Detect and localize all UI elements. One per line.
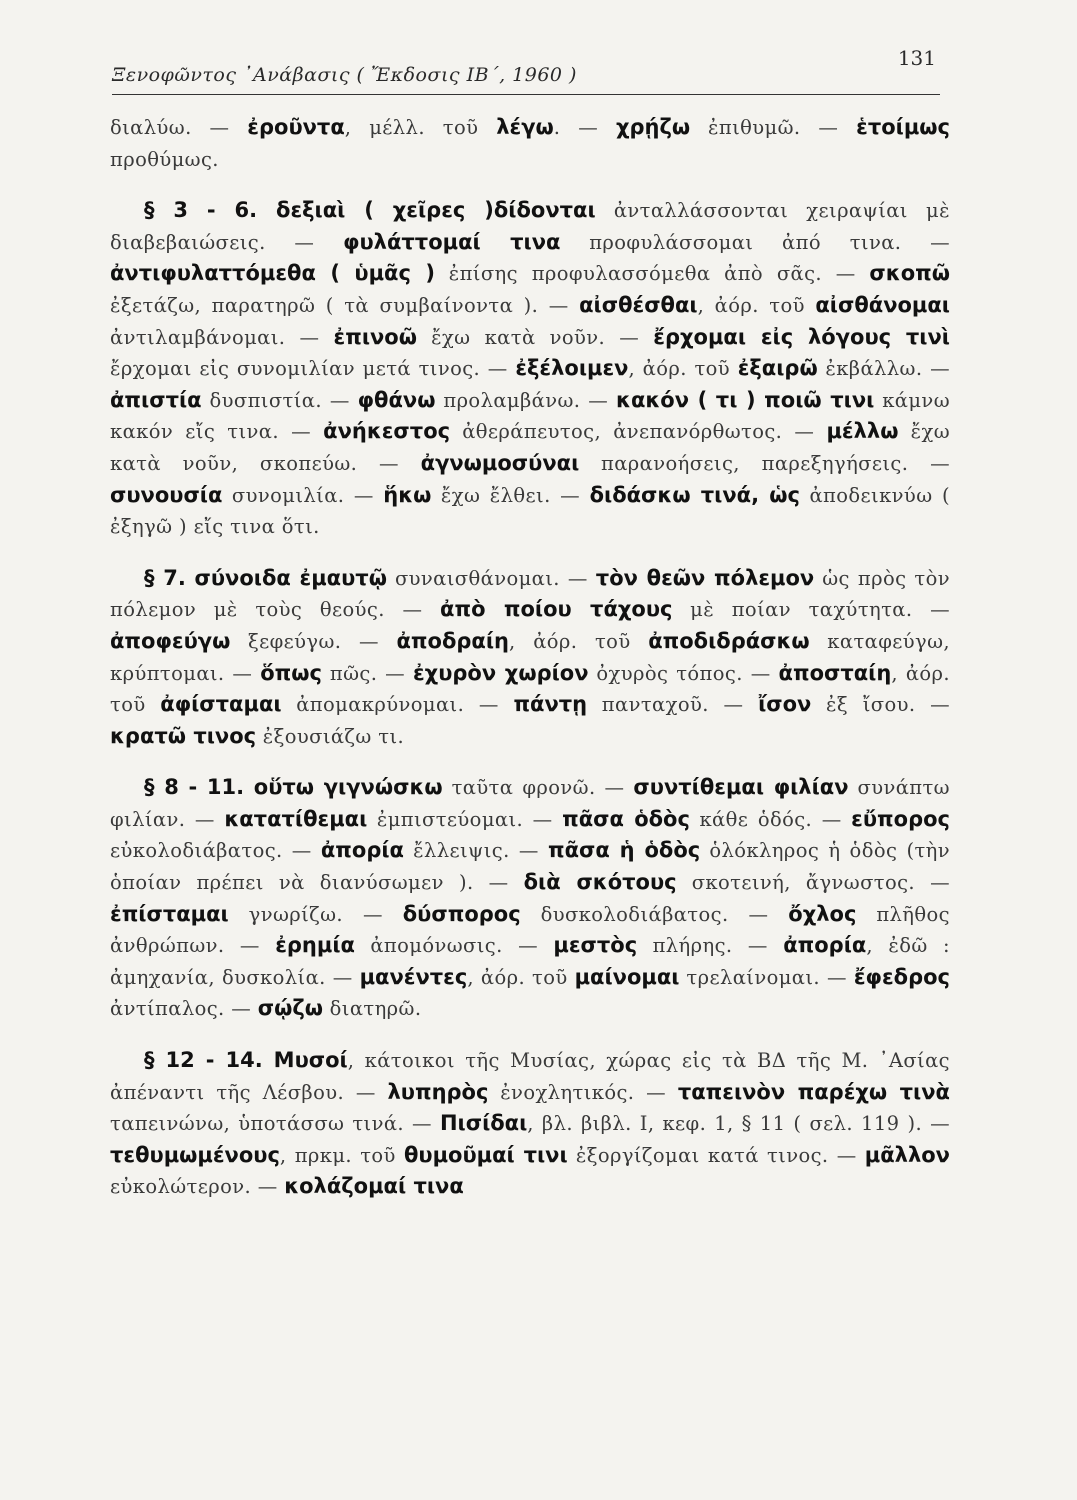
glossary-paragraph	[110, 112, 950, 175]
book-title: Ξενοφῶντος ᾿Ανάβασις ( Ἔκδοσις ΙΒ΄, 1960 )	[112, 64, 577, 86]
glossary-term: ἀντιφυλαττόμεθα ( ὑμᾶς )	[110, 261, 435, 286]
glossary-term: ἀνήκεστος	[323, 419, 451, 444]
glossary-term: φθάνω	[357, 387, 436, 412]
glossary-gloss: ἔχω κατὰ νοῦν. —	[416, 325, 654, 349]
glossary-term: ἔφεδρος	[853, 964, 950, 989]
glossary-gloss: ἔχω ἔλθει. —	[431, 483, 590, 507]
glossary-paragraph	[110, 563, 950, 753]
glossary-gloss: , ἀόρ. τοῦ	[697, 293, 816, 317]
glossary-gloss: συνάπτω φιλίαν. —	[110, 776, 950, 831]
glossary-term: ὄχλος	[788, 901, 857, 926]
glossary-term: ταπεινὸν παρέχω τινὰ	[677, 1079, 950, 1104]
glossary-term: ἀφίσταμαι	[160, 692, 282, 717]
glossary-gloss: ὀχυρὸς τόπος. —	[588, 661, 779, 685]
glossary-gloss: ἀνταλλάσσονται χειραψίαι μὲ διαβεβαιώσεις. —	[110, 199, 950, 254]
glossary-gloss: . —	[553, 116, 616, 139]
glossary-gloss: , ἀόρ. τοῦ	[628, 357, 738, 381]
glossary-gloss: εὐκολώτερον. —	[110, 1175, 285, 1199]
glossary-term: ἀποδιδράσκω	[648, 628, 810, 653]
glossary-term: ἀγνωμοσύναι	[420, 450, 580, 475]
glossary-gloss: τρελαίνομαι. —	[679, 965, 854, 989]
glossary-term: θυμοῦμαί τινι	[403, 1142, 568, 1167]
glossary-term: δύσπορος	[402, 901, 521, 926]
glossary-term: ἀποφεύγω	[110, 628, 231, 653]
glossary-gloss: μὲ ποίαν ταχύτητα. —	[672, 598, 950, 622]
glossary-gloss: πλήρης. —	[637, 934, 784, 958]
glossary-gloss: ἔλλειψις. —	[403, 839, 548, 863]
glossary-gloss: ἀντίπαλος. —	[110, 997, 258, 1021]
glossary-term: μανέντες	[359, 964, 468, 989]
glossary-term: πᾶσα ὁδὸς	[562, 806, 690, 831]
glossary-term: λυπηρὸς	[387, 1079, 489, 1104]
glossary-term: μαίνομαι	[574, 964, 680, 989]
glossary-term: § 12 - 14. Μυσοί	[144, 1048, 348, 1073]
glossary-term: ἐξαιρῶ	[737, 356, 818, 381]
glossary-term: § 7. σύνοιδα ἐμαυτῷ	[144, 565, 387, 590]
glossary-gloss: ξεφεύγω. —	[230, 629, 397, 653]
glossary-term: ἐρημία	[275, 933, 355, 958]
glossary-gloss: , ἐδῶ : ἀμηχανία, δυσκολία. —	[110, 934, 950, 989]
glossary-gloss: προφυλάσσομαι ἀπό τινα. —	[560, 230, 950, 254]
glossary-gloss: ἐξουσιάζω τι.	[256, 724, 405, 748]
glossary-gloss: πανταχοῦ. —	[587, 693, 759, 717]
glossary-term: μᾶλλον	[864, 1142, 950, 1167]
glossary-term: ἀποσταίη	[778, 660, 892, 685]
glossary-term: ἐπινοῶ	[333, 324, 417, 349]
glossary-term: ἐξέλοιμεν	[515, 356, 629, 381]
glossary-term: ἀπιστία	[110, 387, 202, 412]
glossary-gloss: διατηρῶ.	[323, 997, 422, 1021]
glossary-gloss: ἐνοχλητικός. —	[488, 1080, 678, 1104]
glossary-term: συνουσία	[110, 482, 223, 507]
glossary-term: ἴσον	[758, 692, 812, 717]
glossary-gloss: ταῦτα φρονῶ. —	[442, 776, 634, 800]
glossary-gloss: ἀθεράπευτος, ἀνεπανόρθωτος. —	[450, 420, 827, 444]
glossary-gloss: ἐπίσης προφυλασσόμεθα ἀπὸ σᾶς. —	[434, 262, 870, 286]
glossary-term: ἀποδραίη	[396, 628, 509, 653]
glossary-term: κατατίθεμαι	[224, 806, 368, 831]
glossary-term: ἥκω	[383, 482, 432, 507]
glossary-gloss: , πρκμ. τοῦ	[279, 1143, 404, 1167]
glossary-gloss: ἐξετάζω, παρατηρῶ ( τὰ συμβαίνοντα ). —	[110, 293, 580, 317]
glossary-term: κακόν ( τι ) ποιῶ τινι	[616, 387, 875, 412]
glossary-term: φυλάττομαί τινα	[343, 229, 561, 254]
glossary-term: κρατῶ τινος	[110, 723, 257, 748]
glossary-term: εὔπορος	[851, 806, 950, 831]
glossary-gloss: προλαμβάνω. —	[435, 388, 617, 412]
glossary-gloss: πῶς. —	[321, 661, 413, 685]
glossary-gloss: ἐμπιστεύομαι. —	[367, 807, 563, 831]
glossary-term: κολάζομαί τινα	[284, 1174, 464, 1199]
glossary-gloss: , βλ. βιβλ. Ι, κεφ. 1, § 11 ( σελ. 119 ). —	[527, 1112, 950, 1136]
glossary-gloss: σκοτεινή, ἄγνωστος. —	[676, 871, 951, 895]
glossary-term: χρῄζω	[615, 115, 691, 139]
glossary-gloss: ἀπομακρύνομαι. —	[281, 693, 514, 717]
glossary-body	[110, 112, 950, 1203]
glossary-gloss: παρανοήσεις, παρεξηγήσεις. —	[579, 451, 950, 475]
glossary-gloss: ἀπομόνωσις. —	[354, 934, 554, 958]
glossary-term: μέλλω	[826, 419, 899, 444]
glossary-gloss: γνωρίζω. —	[228, 902, 403, 926]
glossary-gloss: δυσπιστία. —	[201, 388, 358, 412]
glossary-term: ἀπορία	[783, 933, 867, 958]
glossary-paragraph	[110, 195, 950, 543]
glossary-gloss: ἐξ ἴσου. —	[811, 693, 951, 717]
glossary-gloss: ἀποδεικνύω ( ἐξηγῶ ) εἴς τινα ὅτι.	[110, 483, 950, 539]
glossary-gloss: ἐξοργίζομαι κατά τινος. —	[567, 1143, 865, 1167]
glossary-gloss: , ἀόρ. τοῦ	[508, 629, 649, 653]
glossary-term: ἀπορία	[320, 838, 404, 863]
glossary-term: αἰσθέσθαι	[579, 292, 698, 317]
glossary-gloss: πλῆθος ἀνθρώπων. —	[110, 902, 950, 958]
glossary-gloss: ταπεινώνω, ὑποτάσσω τινά. —	[110, 1112, 440, 1136]
glossary-term: διὰ σκότους	[523, 870, 677, 895]
glossary-gloss: ἐπιθυμῶ. —	[690, 116, 857, 139]
glossary-gloss: προθύμως.	[110, 147, 219, 171]
glossary-term: τὸν θεῶν πόλεμον	[595, 565, 815, 590]
glossary-term: λέγω	[496, 115, 554, 139]
glossary-term: αἰσθάνομαι	[815, 292, 950, 317]
glossary-gloss: κάθε ὁδός. —	[689, 807, 852, 831]
glossary-term: § 3 - 6. δεξιαὶ ( χεῖρες )δίδονται	[144, 198, 596, 223]
glossary-term: σῴζω	[257, 996, 324, 1021]
glossary-gloss: συνομιλία. —	[222, 483, 384, 507]
glossary-term: μεστὸς	[553, 933, 638, 958]
glossary-term: πᾶσα ἡ ὁδὸς	[547, 838, 701, 863]
glossary-term: ἐπίσταμαι	[110, 901, 229, 926]
glossary-gloss: ἔρχομαι εἰς συνομιλίαν μετά τινος. —	[110, 357, 516, 381]
glossary-term: ἑτοίμως	[856, 115, 950, 139]
glossary-gloss: διαλύω. —	[110, 116, 248, 139]
glossary-term: ἐροῦντα	[247, 115, 345, 139]
glossary-gloss: ὡς πρὸς τὸν πόλεμον μὲ τοὺς θεούς. —	[110, 566, 950, 622]
glossary-paragraph	[110, 772, 950, 1025]
glossary-term: ἀπὸ ποίου τάχους	[440, 597, 673, 622]
glossary-gloss: , κάτοικοι τῆς Μυσίας, χώρας εἰς τὰ ΒΔ τῆς Μ. ᾿Ασίας ἀπέναντι τῆς Λέσβου. —	[110, 1049, 950, 1104]
page-number: 131	[897, 46, 936, 70]
glossary-term: διδάσκω τινά, ὡς	[589, 482, 800, 507]
glossary-term: τεθυμωμένους	[110, 1142, 280, 1167]
glossary-gloss: ἀντιλαμβάνομαι. —	[110, 325, 334, 349]
running-head	[112, 38, 940, 95]
glossary-term: σκοπῶ	[869, 261, 950, 286]
glossary-gloss: , ἀόρ. τοῦ	[467, 965, 575, 989]
glossary-gloss: κάμνω κακόν εἴς τινα. —	[110, 388, 950, 444]
glossary-gloss: συναισθάνομαι. —	[386, 566, 596, 590]
glossary-paragraph	[110, 1045, 950, 1203]
glossary-gloss: καταφεύγω, κρύπτομαι. —	[110, 629, 950, 685]
glossary-gloss: , μέλλ. τοῦ	[344, 116, 497, 139]
glossary-term: ἔρχομαι εἰς λόγους τινὶ	[653, 324, 950, 349]
glossary-term: ὅπως	[260, 660, 322, 685]
glossary-gloss: ἐκβάλλω. —	[817, 357, 950, 381]
glossary-term: ἐχυρὸν χωρίον	[412, 660, 589, 685]
glossary-gloss: εὐκολοδιάβατος. —	[110, 839, 321, 863]
glossary-term: Πισίδαι	[439, 1111, 528, 1136]
glossary-term: πάντῃ	[513, 692, 588, 717]
glossary-gloss: , ἀόρ. τοῦ	[110, 661, 950, 717]
glossary-term: § 8 - 11. οὕτω γιγνώσκω	[144, 775, 443, 800]
glossary-gloss: ἔχω κατὰ νοῦν, σκοπεύω. —	[110, 420, 950, 475]
glossary-gloss: δυσκολοδιάβατος. —	[520, 902, 789, 926]
glossary-term: συντίθεμαι φιλίαν	[633, 775, 849, 800]
glossary-gloss: ὁλόκληρος ἡ ὁδὸς (τὴν ὁποίαν πρέπει νὰ διανύσωμεν ). —	[110, 839, 950, 895]
